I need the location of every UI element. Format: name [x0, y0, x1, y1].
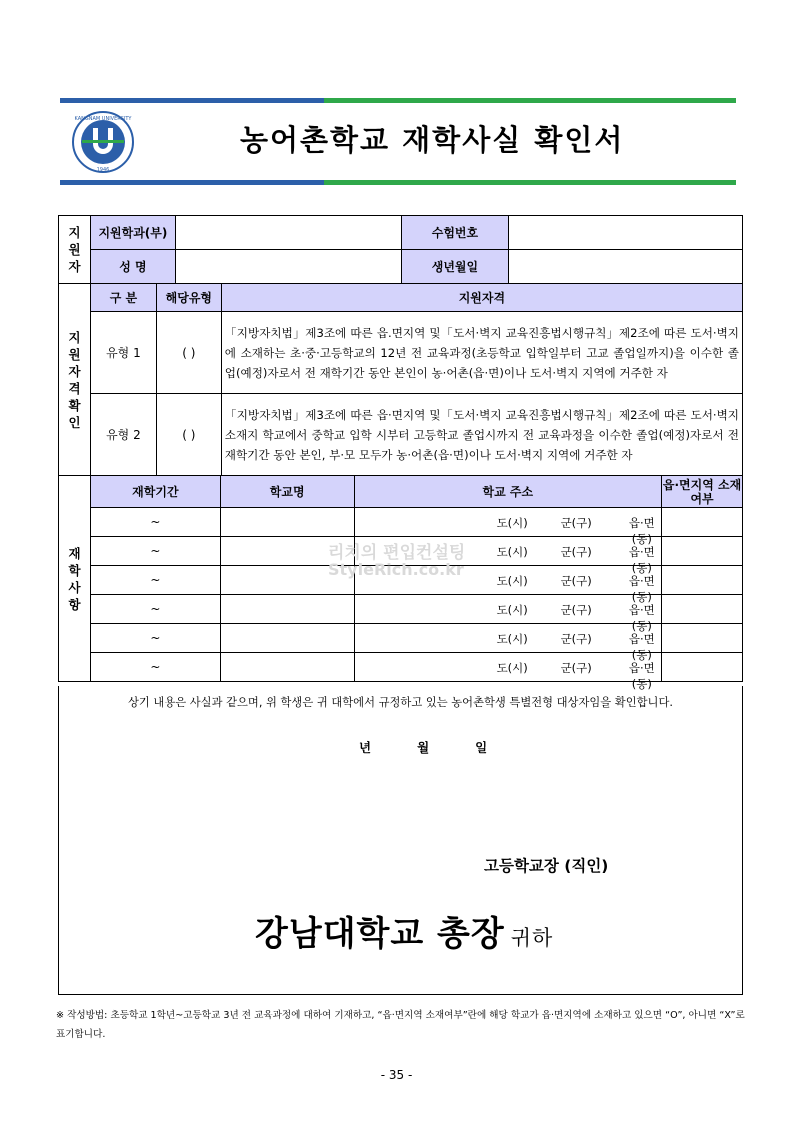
page-number: - 35 - — [380, 1068, 413, 1082]
dept-label: 지원학과(부) — [90, 216, 175, 250]
university-seal-logo — [68, 110, 138, 174]
category-header: 구 분 — [90, 284, 156, 312]
region-cell[interactable] — [662, 624, 743, 653]
region-cell[interactable] — [662, 653, 743, 682]
address-cell[interactable]: 도(시) 군(구) 읍·면(동) — [354, 508, 662, 537]
address-cell[interactable]: 도(시) 군(구) 읍·면(동) — [354, 537, 662, 566]
qualification-header: 지원자격 — [221, 284, 742, 312]
birth-label: 생년월일 — [401, 250, 509, 284]
period-cell[interactable]: ~ — [90, 537, 220, 566]
month-label: 월 — [417, 740, 430, 755]
svg-text:KANGNAM UNIVERSITY: KANGNAM UNIVERSITY — [74, 116, 132, 122]
birth-field[interactable] — [509, 250, 743, 284]
type-2-label: 유형 2 — [90, 394, 156, 476]
attendance-section-label: 재 학 사 항 — [59, 476, 91, 682]
instruction-note: ※ 작성방법: 초등학교 1학년~고등학교 3년 전 교육과정에 대하여 기재하고, “읍·면지역 소재여부”란에 해당 학교가 읍·면지역에 소재하고 있으면 “O”, 아니면 “X”로 표기합니다. — [56, 1010, 745, 1040]
region-header: 읍·면지역 소재여부 — [662, 477, 742, 506]
table-row — [59, 595, 743, 624]
region-cell[interactable] — [662, 537, 743, 566]
region-cell[interactable] — [662, 566, 743, 595]
qualification-section-label: 지 원 자 격 확 인 — [59, 284, 91, 476]
address-cell[interactable]: 도(시) 군(구) 읍·면(동) — [354, 566, 662, 595]
type-2-check[interactable]: ( ) — [156, 394, 221, 476]
recipient: 강남대학교 총장 귀하 — [255, 914, 554, 954]
period-cell[interactable]: ~ — [90, 624, 220, 653]
table-row — [59, 624, 743, 653]
school-cell[interactable] — [220, 653, 354, 682]
year-label: 년 — [359, 740, 372, 755]
confirmation-box — [58, 686, 743, 995]
address-cell[interactable]: 도(시) 군(구) 읍·면(동) — [354, 595, 662, 624]
exam-no-label: 수험번호 — [401, 216, 509, 250]
school-cell[interactable] — [220, 624, 354, 653]
period-cell[interactable]: ~ — [90, 653, 220, 682]
svg-text:1946: 1946 — [96, 167, 110, 173]
day-label: 일 — [475, 740, 488, 755]
type-header: 해당유형 — [156, 284, 221, 312]
watermark: 리치의 편입컨설팅 — [328, 543, 466, 563]
period-cell[interactable]: ~ — [90, 508, 220, 537]
watermark-url: StyleRich.co.kr — [328, 560, 464, 579]
address-header: 학교 주소 — [354, 476, 662, 508]
qualification-table — [58, 283, 743, 476]
address-cell[interactable]: 도(시) 군(구) 읍·면(동) — [354, 653, 662, 682]
school-cell[interactable] — [220, 508, 354, 537]
dept-field[interactable] — [175, 216, 401, 250]
principal-signature: 고등학교장 (직인) — [484, 857, 609, 875]
school-header: 학교명 — [220, 476, 354, 508]
page-title: 농어촌학교 재학사실 확인서 — [240, 123, 625, 157]
period-cell[interactable]: ~ — [90, 566, 220, 595]
applicant-section-label: 지 원 자 — [59, 216, 91, 284]
table-row — [59, 508, 743, 537]
period-header: 재학기간 — [90, 476, 220, 508]
school-cell[interactable] — [220, 595, 354, 624]
name-label: 성 명 — [90, 250, 175, 284]
confirmation-text: 상기 내용은 사실과 같으며, 위 학생은 귀 대학에서 규정하고 있는 농어촌학생 특별전형 대상자임을 확인합니다. — [128, 696, 673, 709]
bottom-divider — [60, 180, 736, 185]
region-cell[interactable] — [662, 595, 743, 624]
address-cell[interactable]: 도(시) 군(구) 읍·면(동) — [354, 624, 662, 653]
type-1-label: 유형 1 — [90, 312, 156, 394]
type-1-desc: 「지방자치법」제3조에 따른 읍.면지역 및「도서·벽지 교육진흥법시행규칙」제2조에 따른 도서·벽지에 소재하는 초·중·고등학교의 12년 전 교육과정(초등학교 입학일부터 고교 졸업일까지)을 이수한 졸업(예정)자로서 전 재학기간 동안 본인이 농·어촌(읍·면)이나 도서·벽지 지역에 거주한 자 — [221, 312, 742, 394]
top-divider — [60, 98, 736, 103]
applicant-table — [58, 215, 743, 284]
region-cell[interactable] — [662, 508, 743, 537]
type-2-desc: 「지방자치법」제3조에 따른 읍·면지역 및「도서·벽지 교육진흥법시행규칙」제2조에 따른 도서·벽지 소재지 학교에서 중학교 입학 시부터 고등학교 졸업시까지 전 교육과정을 이수한 졸업(예정)자로서 전 재학기간 동안 본인, 부·모 모두가 농·어촌(읍·면)이나 도서·벽지 지역에 거주한 자 — [221, 394, 742, 476]
exam-no-field[interactable] — [509, 216, 743, 250]
date-line — [359, 738, 533, 756]
period-cell[interactable]: ~ — [90, 595, 220, 624]
table-row — [59, 653, 743, 682]
type-1-check[interactable]: ( ) — [156, 312, 221, 394]
name-field[interactable] — [175, 250, 401, 284]
